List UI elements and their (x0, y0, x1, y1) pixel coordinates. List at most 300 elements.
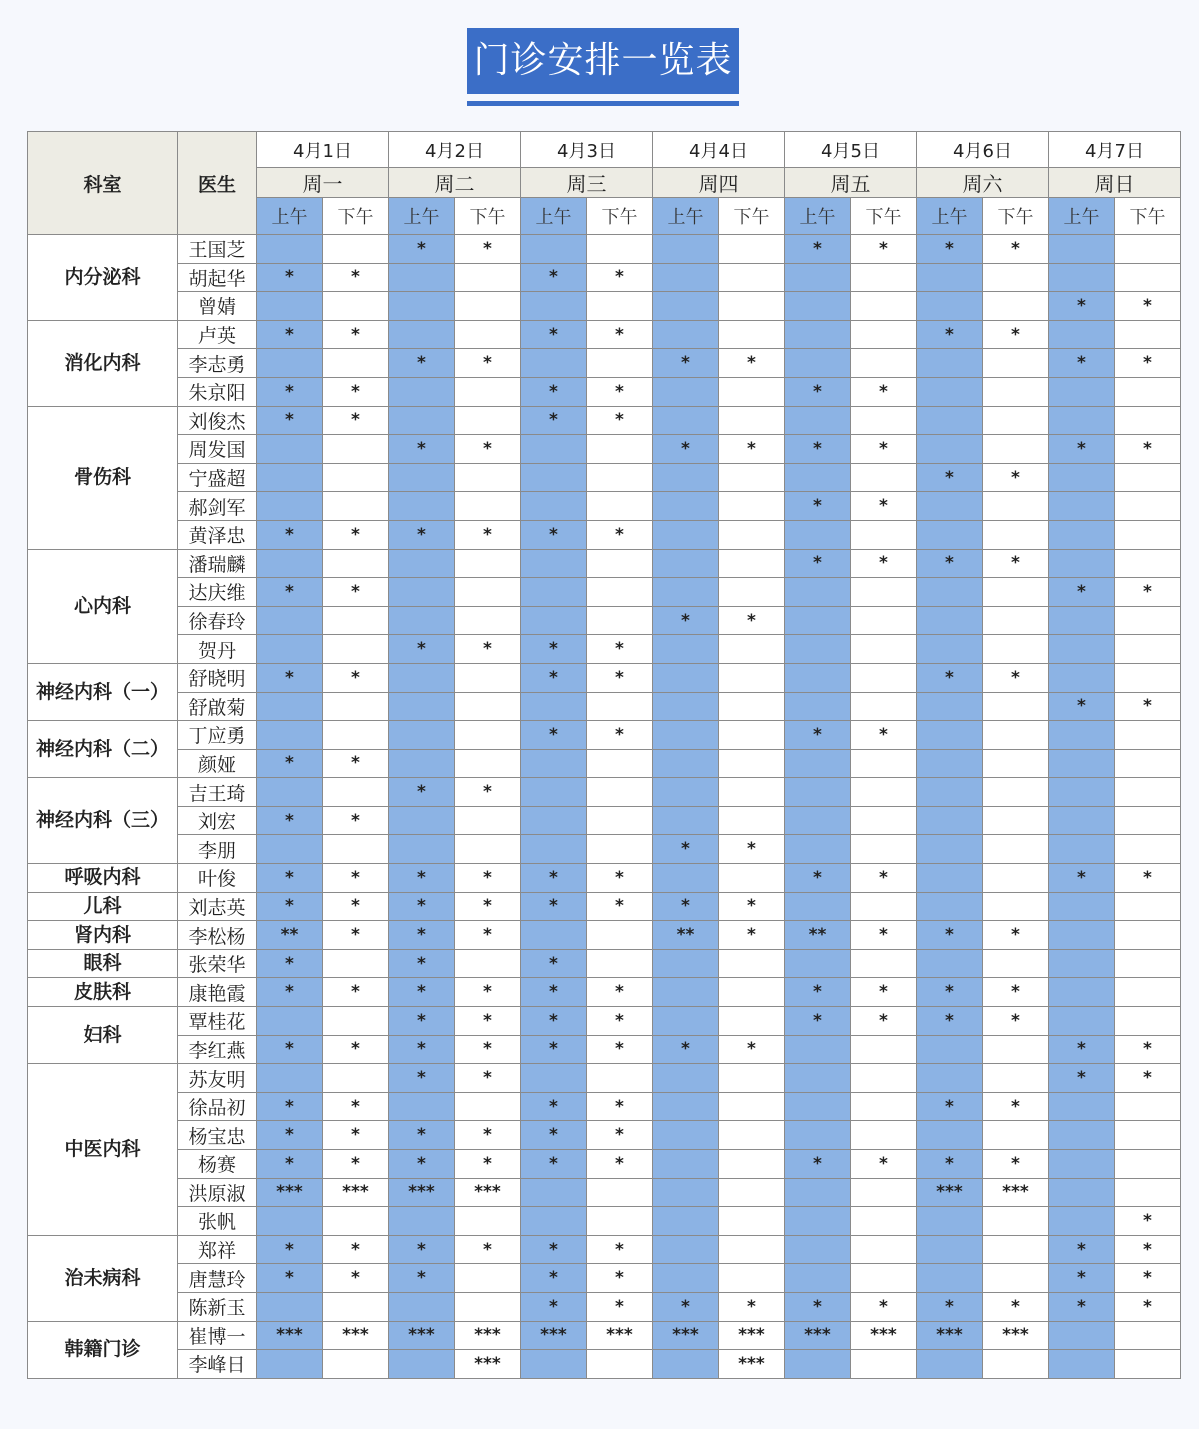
schedule-slot (257, 292, 323, 321)
schedule-slot: * (521, 721, 587, 750)
schedule-slot: * (983, 921, 1049, 950)
schedule-slot (653, 1121, 719, 1150)
schedule-slot (587, 492, 653, 521)
schedule-slot (1049, 721, 1115, 750)
schedule-slot: * (1049, 1264, 1115, 1293)
schedule-slot: * (917, 1092, 983, 1121)
schedule-slot (587, 806, 653, 835)
schedule-slot (719, 978, 785, 1007)
schedule-slot (653, 1264, 719, 1293)
schedule-slot: * (389, 435, 455, 464)
schedule-slot (653, 806, 719, 835)
schedule-slot: * (983, 663, 1049, 692)
schedule-slot (455, 377, 521, 406)
schedule-slot (719, 320, 785, 349)
schedule-slot: * (1115, 1064, 1181, 1093)
am-header: 上午 (785, 198, 851, 235)
schedule-slot (587, 778, 653, 807)
table-row (28, 606, 1181, 635)
schedule-slot: * (851, 1292, 917, 1321)
schedule-slot (1049, 320, 1115, 349)
schedule-slot: * (719, 1035, 785, 1064)
schedule-slot (521, 692, 587, 721)
schedule-slot (323, 1350, 389, 1379)
schedule-slot (257, 1007, 323, 1036)
schedule-slot: * (851, 921, 917, 950)
schedule-slot (785, 1235, 851, 1264)
schedule-slot (455, 606, 521, 635)
schedule-slot: * (455, 1007, 521, 1036)
schedule-slot (851, 1092, 917, 1121)
schedule-slot (917, 377, 983, 406)
schedule-slot: * (389, 1150, 455, 1179)
doctor-name: 朱京阳 (178, 377, 257, 406)
date-header: 4月3日 (521, 132, 653, 168)
schedule-slot (455, 721, 521, 750)
schedule-slot: * (389, 235, 455, 264)
schedule-slot: * (1115, 578, 1181, 607)
pm-header: 下午 (323, 198, 389, 235)
schedule-slot (851, 1035, 917, 1064)
schedule-slot: * (455, 864, 521, 893)
schedule-slot: * (851, 377, 917, 406)
schedule-slot (851, 1235, 917, 1264)
doctor-name: 叶俊 (178, 864, 257, 893)
schedule-slot: * (917, 1292, 983, 1321)
schedule-slot: * (257, 320, 323, 349)
schedule-slot: * (587, 406, 653, 435)
department-name: 骨伤科 (28, 406, 178, 549)
schedule-slot (521, 921, 587, 950)
schedule-slot (983, 892, 1049, 921)
table-row (28, 578, 1181, 607)
schedule-slot (785, 520, 851, 549)
schedule-slot: *** (917, 1321, 983, 1350)
schedule-slot: * (521, 892, 587, 921)
schedule-slot: * (521, 1235, 587, 1264)
schedule-slot (455, 463, 521, 492)
schedule-slot (1049, 1150, 1115, 1179)
table-row (28, 1035, 1181, 1064)
doctor-name: 郝剑军 (178, 492, 257, 521)
am-header: 上午 (521, 198, 587, 235)
schedule-slot: *** (851, 1321, 917, 1350)
schedule-slot (389, 549, 455, 578)
schedule-slot (983, 721, 1049, 750)
table-row (28, 377, 1181, 406)
schedule-slot: * (323, 921, 389, 950)
schedule-slot (1049, 377, 1115, 406)
schedule-slot: * (983, 1007, 1049, 1036)
schedule-slot: *** (257, 1178, 323, 1207)
schedule-slot (917, 778, 983, 807)
schedule-slot (785, 806, 851, 835)
schedule-slot: *** (587, 1321, 653, 1350)
schedule-slot: * (521, 1292, 587, 1321)
schedule-slot: * (917, 921, 983, 950)
schedule-slot: * (587, 1235, 653, 1264)
date-header: 4月6日 (917, 132, 1049, 168)
schedule-slot: * (257, 663, 323, 692)
schedule-slot: * (257, 1121, 323, 1150)
schedule-slot: *** (257, 1321, 323, 1350)
doctor-name: 李红燕 (178, 1035, 257, 1064)
schedule-slot (1049, 892, 1115, 921)
table-row (28, 806, 1181, 835)
schedule-slot: *** (455, 1350, 521, 1379)
schedule-slot (653, 549, 719, 578)
schedule-slot (257, 1292, 323, 1321)
schedule-slot: *** (983, 1178, 1049, 1207)
schedule-slot (983, 578, 1049, 607)
schedule-slot: * (257, 520, 323, 549)
schedule-slot: * (653, 835, 719, 864)
schedule-slot (917, 749, 983, 778)
schedule-slot (1115, 1150, 1181, 1179)
schedule-slot: * (1115, 1264, 1181, 1293)
am-header: 上午 (257, 198, 323, 235)
doctor-name: 吉王琦 (178, 778, 257, 807)
schedule-slot (257, 1064, 323, 1093)
schedule-slot (455, 1264, 521, 1293)
schedule-slot (257, 235, 323, 264)
schedule-slot (983, 949, 1049, 978)
schedule-slot (1049, 1321, 1115, 1350)
schedule-slot (1115, 721, 1181, 750)
schedule-slot (1049, 921, 1115, 950)
schedule-slot: * (455, 349, 521, 378)
schedule-slot (1049, 1092, 1115, 1121)
schedule-slot (851, 406, 917, 435)
date-header: 4月7日 (1049, 132, 1181, 168)
schedule-slot: * (521, 1121, 587, 1150)
doctor-name: 覃桂花 (178, 1007, 257, 1036)
schedule-slot (719, 1092, 785, 1121)
schedule-slot (653, 864, 719, 893)
schedule-slot: * (455, 435, 521, 464)
schedule-slot: * (587, 721, 653, 750)
schedule-slot (389, 749, 455, 778)
schedule-slot: *** (653, 1321, 719, 1350)
schedule-slot (587, 292, 653, 321)
table-row (28, 1264, 1181, 1293)
schedule-slot (389, 463, 455, 492)
schedule-slot: * (323, 320, 389, 349)
schedule-slot: * (719, 892, 785, 921)
department-name: 心内科 (28, 549, 178, 663)
schedule-slot (917, 892, 983, 921)
schedule-slot (323, 1007, 389, 1036)
schedule-slot: * (653, 1035, 719, 1064)
schedule-slot (917, 1207, 983, 1236)
doctor-name: 胡起华 (178, 263, 257, 292)
schedule-slot: * (455, 778, 521, 807)
am-header: 上午 (1049, 198, 1115, 235)
schedule-slot (389, 606, 455, 635)
schedule-slot: * (851, 235, 917, 264)
schedule-slot (1049, 978, 1115, 1007)
schedule-slot: * (851, 978, 917, 1007)
schedule-slot: * (257, 578, 323, 607)
schedule-slot (455, 578, 521, 607)
doctor-name: 颜娅 (178, 749, 257, 778)
schedule-slot (719, 1235, 785, 1264)
schedule-slot (1049, 635, 1115, 664)
table-row (28, 1350, 1181, 1379)
schedule-slot (653, 692, 719, 721)
schedule-slot (1049, 463, 1115, 492)
schedule-slot (521, 292, 587, 321)
schedule-slot: * (257, 864, 323, 893)
schedule-slot (653, 749, 719, 778)
schedule-slot (257, 606, 323, 635)
schedule-slot (785, 320, 851, 349)
schedule-slot (653, 1350, 719, 1379)
schedule-slot: * (653, 892, 719, 921)
table-row (28, 1321, 1181, 1350)
schedule-slot (983, 520, 1049, 549)
schedule-slot: * (323, 263, 389, 292)
weekday-header: 周三 (521, 168, 653, 198)
schedule-slot (719, 1207, 785, 1236)
schedule-slot (785, 292, 851, 321)
doctor-name: 徐春玲 (178, 606, 257, 635)
schedule-slot (851, 320, 917, 349)
schedule-slot: * (323, 1092, 389, 1121)
schedule-slot (1115, 463, 1181, 492)
schedule-slot (1115, 1092, 1181, 1121)
schedule-slot (785, 749, 851, 778)
schedule-slot (983, 292, 1049, 321)
schedule-slot: * (1049, 692, 1115, 721)
schedule-slot (257, 1350, 323, 1379)
schedule-slot (719, 663, 785, 692)
schedule-slot (323, 549, 389, 578)
schedule-slot (983, 692, 1049, 721)
schedule-slot (785, 578, 851, 607)
doctor-name: 杨宝忠 (178, 1121, 257, 1150)
schedule-slot (587, 435, 653, 464)
schedule-slot (1115, 320, 1181, 349)
schedule-slot: * (323, 864, 389, 893)
schedule-slot (851, 635, 917, 664)
schedule-slot: * (983, 978, 1049, 1007)
schedule-slot (653, 721, 719, 750)
schedule-slot (1049, 663, 1115, 692)
schedule-slot (851, 749, 917, 778)
schedule-slot: * (323, 1121, 389, 1150)
schedule-slot (323, 721, 389, 750)
department-name: 中医内科 (28, 1064, 178, 1236)
schedule-slot (323, 692, 389, 721)
doctor-name: 宁盛超 (178, 463, 257, 492)
schedule-slot: * (1049, 349, 1115, 378)
schedule-slot (983, 1121, 1049, 1150)
schedule-slot (323, 606, 389, 635)
schedule-slot (983, 864, 1049, 893)
schedule-slot (653, 635, 719, 664)
schedule-slot: * (521, 263, 587, 292)
table-row (28, 492, 1181, 521)
schedule-slot (1115, 978, 1181, 1007)
schedule-slot (1115, 663, 1181, 692)
schedule-slot: * (917, 549, 983, 578)
date-header: 4月2日 (389, 132, 521, 168)
table-row (28, 978, 1181, 1007)
schedule-slot (521, 1178, 587, 1207)
schedule-slot (719, 292, 785, 321)
doctor-name: 苏友明 (178, 1064, 257, 1093)
schedule-slot (719, 263, 785, 292)
schedule-slot: * (1115, 292, 1181, 321)
schedule-slot (719, 1007, 785, 1036)
schedule-slot (653, 292, 719, 321)
schedule-slot (653, 778, 719, 807)
schedule-slot (917, 721, 983, 750)
doctor-name: 贺丹 (178, 635, 257, 664)
schedule-slot (521, 492, 587, 521)
schedule-slot (1049, 1007, 1115, 1036)
schedule-slot (851, 1350, 917, 1379)
date-header: 4月4日 (653, 132, 785, 168)
table-row (28, 835, 1181, 864)
schedule-slot: * (719, 606, 785, 635)
schedule-slot: * (389, 778, 455, 807)
schedule-slot (587, 1350, 653, 1379)
schedule-slot (917, 263, 983, 292)
schedule-slot (983, 263, 1049, 292)
schedule-slot (653, 949, 719, 978)
schedule-slot (851, 806, 917, 835)
schedule-slot (917, 520, 983, 549)
schedule-slot (1115, 492, 1181, 521)
schedule-slot (653, 578, 719, 607)
schedule-slot: * (917, 1150, 983, 1179)
schedule-slot: * (323, 806, 389, 835)
schedule-slot (389, 663, 455, 692)
schedule-slot (323, 1207, 389, 1236)
department-name: 呼吸内科 (28, 864, 178, 893)
schedule-slot (983, 377, 1049, 406)
schedule-slot: * (323, 377, 389, 406)
schedule-slot: * (323, 663, 389, 692)
table-row (28, 1207, 1181, 1236)
schedule-slot (1049, 406, 1115, 435)
schedule-slot (257, 435, 323, 464)
schedule-slot: * (389, 978, 455, 1007)
schedule-slot: * (455, 1235, 521, 1264)
schedule-slot (587, 349, 653, 378)
schedule-slot (1049, 949, 1115, 978)
schedule-slot: * (1115, 1035, 1181, 1064)
schedule-slot: * (587, 1092, 653, 1121)
table-row (28, 1178, 1181, 1207)
schedule-slot (323, 949, 389, 978)
schedule-slot (719, 549, 785, 578)
schedule-slot: *** (521, 1321, 587, 1350)
schedule-slot (521, 606, 587, 635)
schedule-slot (389, 806, 455, 835)
schedule-slot (917, 606, 983, 635)
schedule-slot (851, 1264, 917, 1293)
schedule-slot (257, 549, 323, 578)
table-row (28, 1150, 1181, 1179)
schedule-slot (1049, 835, 1115, 864)
schedule-slot (851, 778, 917, 807)
schedule-slot (389, 1292, 455, 1321)
schedule-slot: * (455, 1150, 521, 1179)
schedule-slot: * (323, 892, 389, 921)
schedule-slot (851, 892, 917, 921)
schedule-slot: * (521, 1007, 587, 1036)
schedule-slot (1115, 606, 1181, 635)
schedule-slot: * (389, 1264, 455, 1293)
schedule-slot (983, 406, 1049, 435)
schedule-slot: * (389, 864, 455, 893)
schedule-slot (1115, 892, 1181, 921)
schedule-slot (455, 663, 521, 692)
schedule-slot: * (1115, 864, 1181, 893)
schedule-slot: * (455, 1035, 521, 1064)
schedule-slot (917, 578, 983, 607)
schedule-slot (719, 1121, 785, 1150)
doctor-name: 郑祥 (178, 1235, 257, 1264)
schedule-slot: * (983, 1092, 1049, 1121)
schedule-slot (653, 978, 719, 1007)
schedule-slot (653, 377, 719, 406)
schedule-slot: * (983, 235, 1049, 264)
schedule-slot (785, 1178, 851, 1207)
schedule-slot (323, 835, 389, 864)
schedule-slot (719, 520, 785, 549)
schedule-slot (521, 1350, 587, 1379)
schedule-slot (455, 1092, 521, 1121)
schedule-slot: * (851, 549, 917, 578)
pm-header: 下午 (1115, 198, 1181, 235)
schedule-slot (653, 1092, 719, 1121)
department-name: 神经内科（三） (28, 778, 178, 864)
schedule-slot (785, 892, 851, 921)
schedule-slot (1115, 263, 1181, 292)
schedule-slot: * (521, 663, 587, 692)
schedule-slot (983, 1064, 1049, 1093)
schedule-slot: * (587, 978, 653, 1007)
schedule-slot: * (785, 1292, 851, 1321)
schedule-slot: *** (323, 1321, 389, 1350)
date-header: 4月5日 (785, 132, 917, 168)
schedule-slot (455, 1207, 521, 1236)
schedule-slot: * (983, 549, 1049, 578)
schedule-slot (719, 749, 785, 778)
schedule-slot: * (983, 1292, 1049, 1321)
schedule-slot (1115, 1121, 1181, 1150)
schedule-slot: * (455, 235, 521, 264)
schedule-slot: *** (323, 1178, 389, 1207)
schedule-slot (851, 263, 917, 292)
schedule-slot: * (455, 635, 521, 664)
schedule-slot (983, 1350, 1049, 1379)
schedule-slot (917, 806, 983, 835)
schedule-slot (587, 949, 653, 978)
department-name: 妇科 (28, 1007, 178, 1064)
schedule-slot: * (257, 978, 323, 1007)
doctor-name: 洪原淑 (178, 1178, 257, 1207)
schedule-slot (323, 292, 389, 321)
schedule-slot: * (323, 520, 389, 549)
schedule-slot (917, 1121, 983, 1150)
weekday-header: 周日 (1049, 168, 1181, 198)
pm-header: 下午 (983, 198, 1049, 235)
